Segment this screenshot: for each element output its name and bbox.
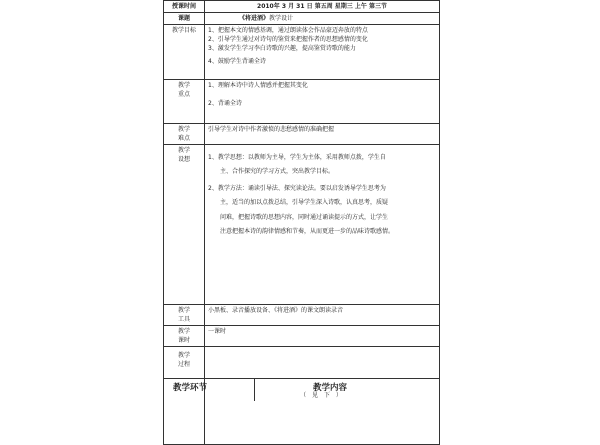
key-point-item: 2、背诵全诗	[208, 100, 242, 107]
hours-row	[164, 326, 440, 347]
design-para2-line1: 2、教学方法：诵读引导法、探究读论法。要以启发诱导学生思考为	[208, 184, 386, 192]
footer-content-label: 教学内容	[313, 383, 348, 393]
course-title-cell	[205, 13, 440, 25]
process-text: （ 见 下 ）	[205, 347, 440, 445]
table-footer	[163, 378, 440, 393]
difficulty-label-line1: 教学	[177, 126, 190, 133]
footer-left-border	[163, 379, 164, 401]
goals-label: 教学目标	[164, 25, 205, 80]
course-title: 《将进酒》	[239, 15, 270, 22]
design-para2-line4: 注意把握本诗的韵律情感和节奏，从而更进一步的品味诗歌感情。	[220, 228, 395, 236]
key-points-label-line2: 重点	[177, 91, 190, 98]
goal-item: 4、鼓励学生背诵全诗	[208, 58, 266, 65]
key-point-item: 1、理解本诗中诗人情感并把握其变化	[208, 82, 308, 89]
time-value: 2010年 3 月 31 日 第五周 星期三 上午 第三节	[205, 1, 440, 13]
design-label	[164, 145, 205, 305]
goals-row	[164, 25, 440, 80]
footer-divider	[254, 379, 255, 401]
difficulty-label	[164, 124, 205, 145]
goal-item: 1、把握本文的情感基调，通过朗读体会作品豪迈奔放的特点	[208, 27, 368, 34]
tools-label-line2: 工具	[177, 316, 190, 323]
lesson-plan-sheet	[163, 0, 440, 400]
footer-right-border	[439, 379, 440, 401]
tools-row	[164, 305, 440, 326]
hours-label-line1: 教学	[177, 328, 190, 335]
footer-section-label: 教学环节	[173, 383, 208, 393]
course-title-suffix: 教学设计	[269, 15, 294, 22]
difficulty-text: 引导学生对诗中作者激愤的悲愁感情的准确把握	[205, 124, 440, 145]
course-label: 课题	[164, 13, 205, 25]
time-row	[164, 1, 440, 13]
design-para1-line2: 主、合作探究的学习方式，突出教学目标。	[220, 168, 335, 176]
key-points-content	[205, 80, 440, 124]
process-label	[164, 347, 208, 445]
goal-item: 2、引导学生通过对诗句的鉴赏来把握作者的思想感情的变化	[208, 36, 368, 43]
process-label-line1: 教学	[177, 352, 190, 359]
difficulty-row	[164, 124, 440, 145]
tools-text: 小黑板、录音播放设备、《将进酒》的课文朗读录音	[205, 305, 440, 326]
design-content	[205, 145, 440, 305]
goals-content	[205, 25, 440, 80]
tools-label	[164, 305, 205, 326]
tools-label-line1: 教学	[177, 307, 190, 314]
design-label-line2: 设想	[177, 156, 190, 163]
hours-label	[164, 326, 205, 347]
goal-item: 3、激发学生学习李白诗歌的兴趣，提高鉴赏诗歌的能力	[208, 45, 356, 52]
key-points-label	[164, 80, 205, 124]
design-label-line1: 教学	[177, 147, 190, 154]
difficulty-label-line2: 难点	[177, 135, 190, 142]
design-row	[164, 145, 440, 305]
design-para2-line2: 主，适当的加以点拨总结，引导学生深入诗歌，认真思考，质疑	[220, 199, 389, 207]
process-row	[164, 347, 440, 445]
design-para2-line3: 问难，把握诗歌的思想内容，同时通过诵读提示的方式，让学生	[220, 213, 389, 221]
design-para1-line1: 1、教学思想：以教师为主导，学生为主体，采用教师点拨，学生自	[208, 154, 386, 161]
time-label: 授课时间	[164, 1, 205, 13]
key-points-label-line1: 教学	[177, 82, 190, 89]
key-points-row	[164, 80, 440, 124]
hours-label-line2: 课时	[177, 337, 190, 344]
process-label-line2: 过程	[177, 361, 190, 368]
hours-text: 一课时	[205, 326, 440, 347]
course-row	[164, 13, 440, 25]
